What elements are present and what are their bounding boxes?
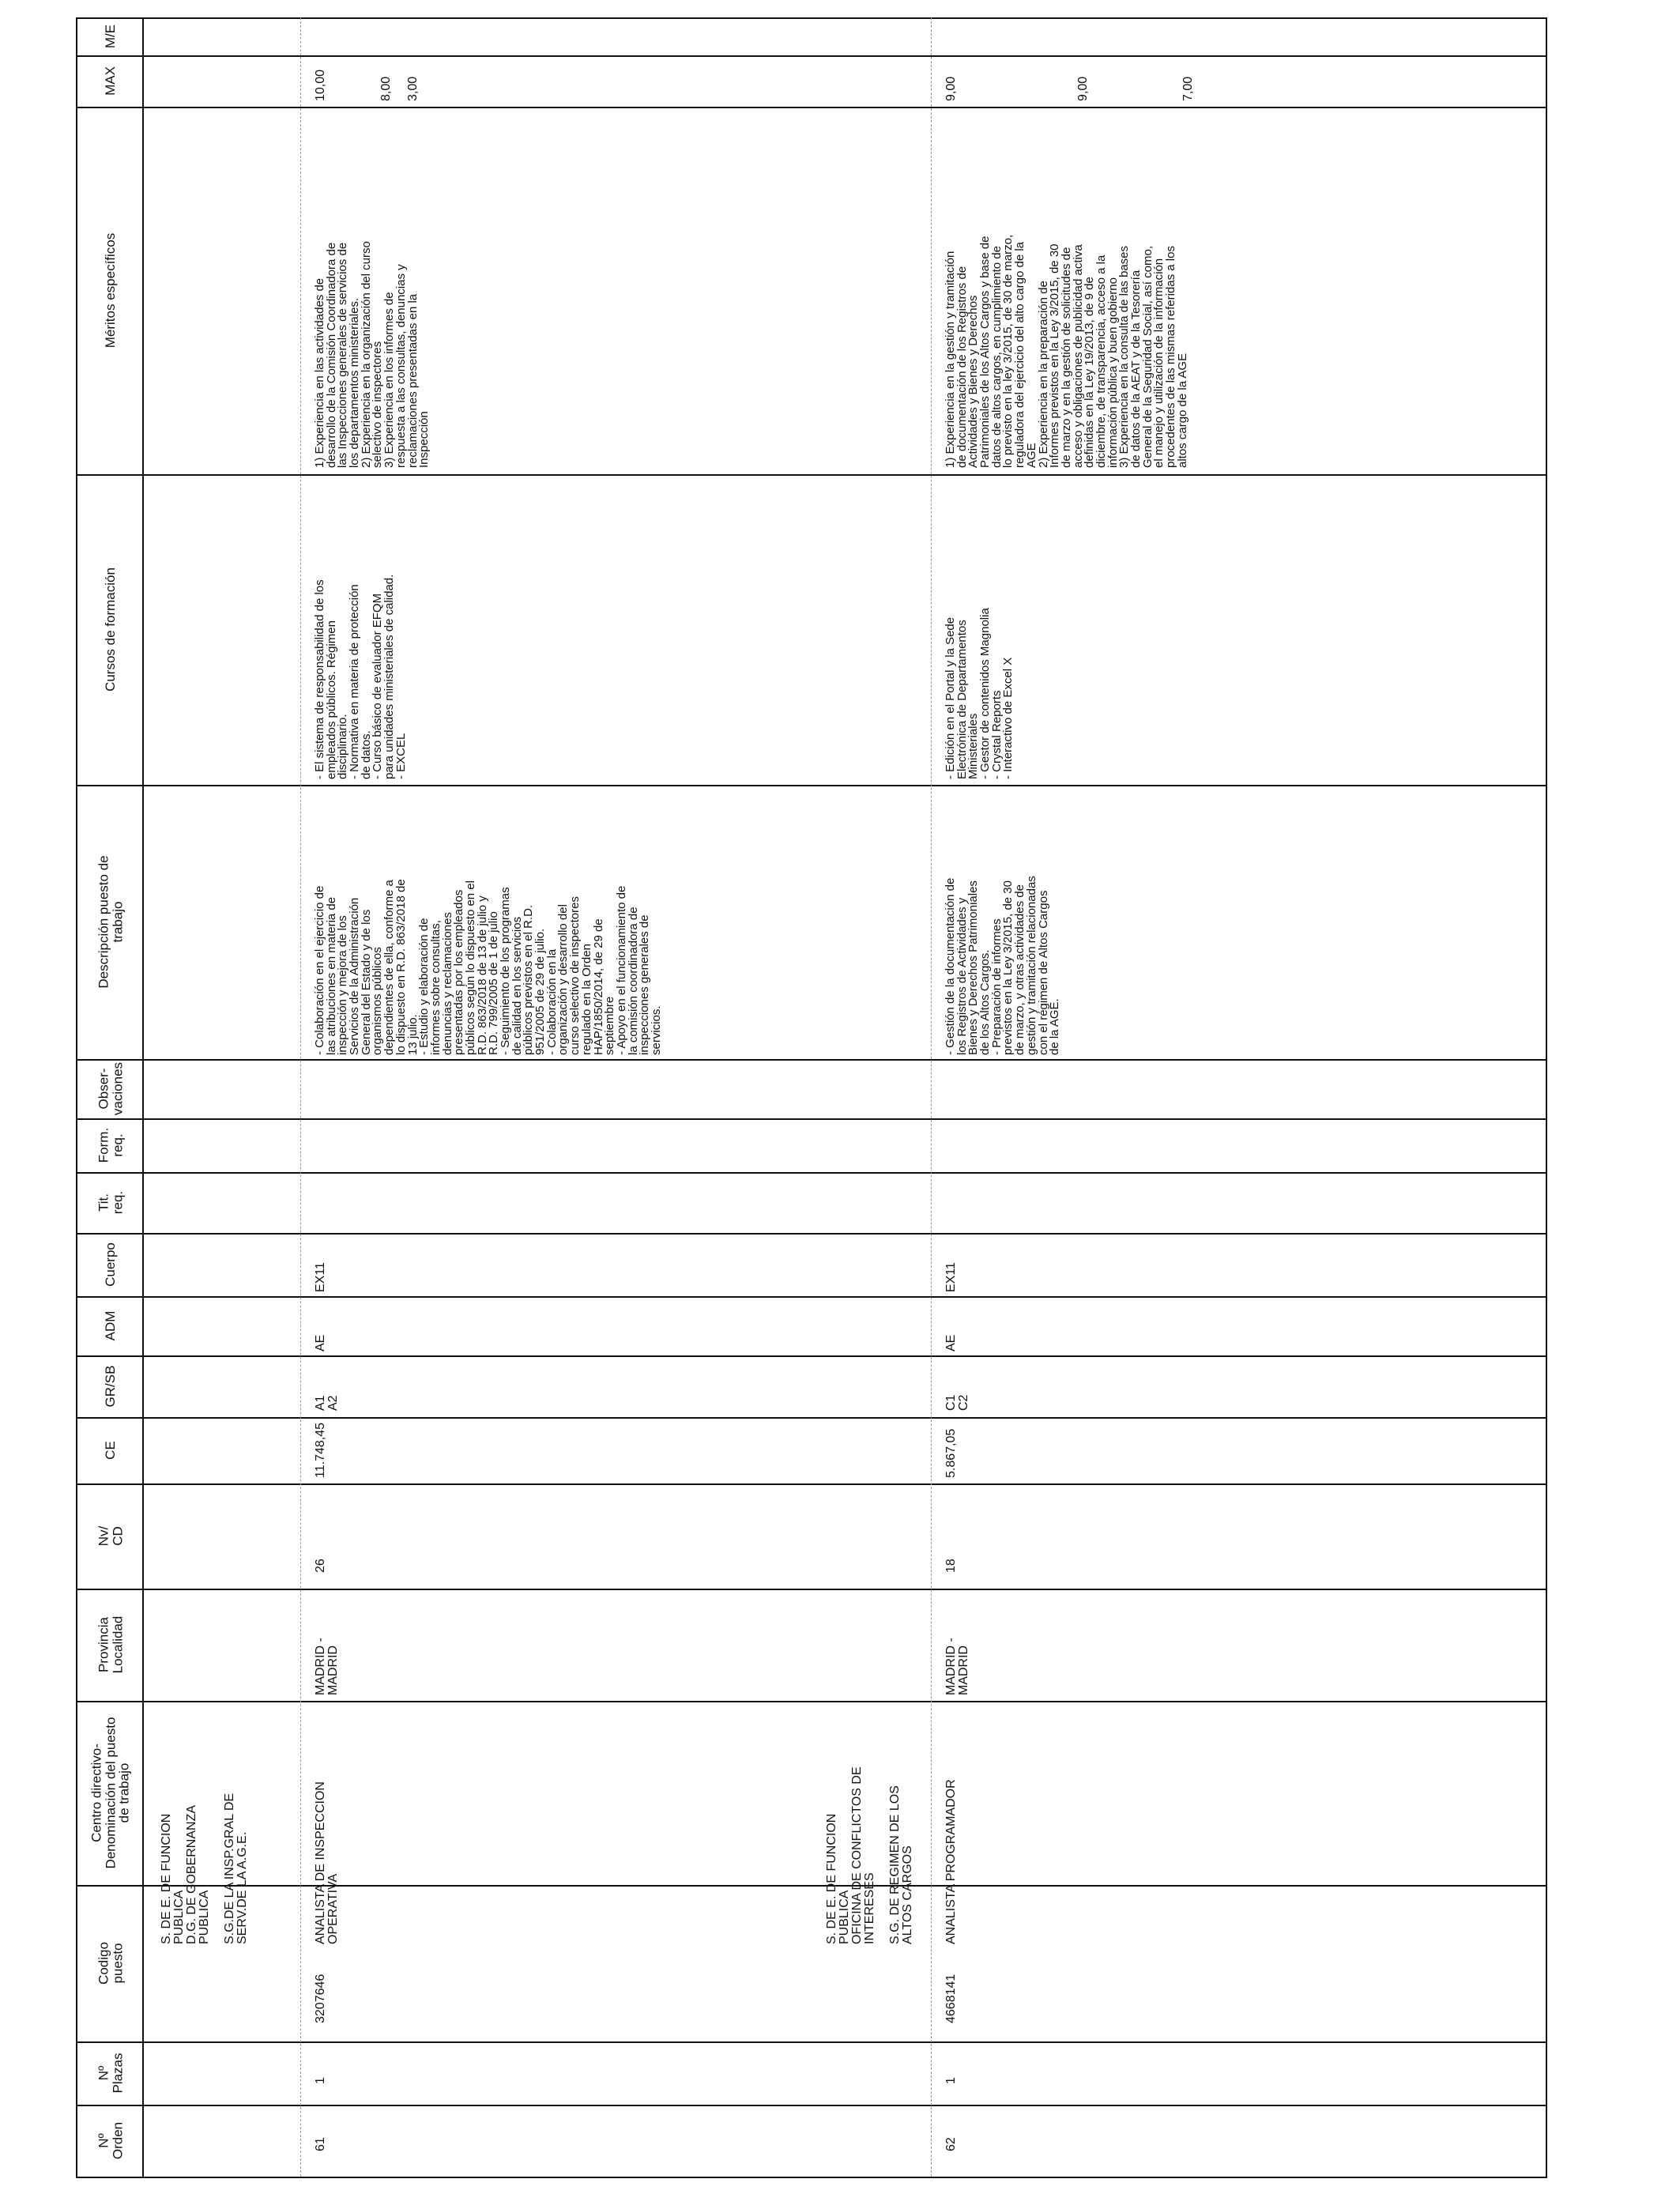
column-header-centro: Centro directivo- Denominación del puesto de trabajo [89,1717,132,1869]
cell-max-total: 9,00 [944,76,958,101]
column-header-grsb: GR/SB [103,1365,118,1408]
column-rule [76,107,1547,108]
column-header-observaciones: Obser- vaciones [96,1061,126,1116]
cell-ce: 5.867,05 [944,1428,958,1478]
cell-orden: 61 [314,2137,327,2151]
column-rule [76,785,1547,786]
cell-nivel: 26 [314,1559,327,1573]
column-header-plazas: Nº Plazas [96,2053,126,2094]
cell-max-item: 8,00 [379,76,393,101]
column-header-ce: CE [103,1441,118,1460]
cell-meritos: 1) Experiencia en las actividades de desarrollo de la Comisión Coordinadora de las Inspecciones generales de servicios de los departamentos ministeriales. 2) Experiencia en la organización del curso selectivo de inspectores 3) Experiencia en los informes de respuesta a las consultas, denuncias y reclamaciones presentadas en la Inspección [313,241,431,468]
column-rule [76,2041,1547,2043]
column-header-form-req: Form. req. [96,1127,126,1163]
cell-adm: AE [944,1334,958,1351]
column-rule [76,1118,1547,1120]
column-header-nvcd: Nv/ CD [96,1525,126,1547]
column-rule [76,1233,1547,1235]
column-header-cursos: Cursos de formación [103,567,118,692]
cell-descripcion: - Colaboración en el ejercicio de las atribuciones en materia de inspección y mejora de los Servicios de la Administración General del Estado y de los organismos públicos dependientes de ella, conforme a lo dispuesto en R.D. 863/2018 de 13 julio. - Estudio y elaboración de informes sobre consultas, denuncias y reclamaciones presentadas por los empleados públicos según lo dispuesto en el R.D. 863/2018 de 13 de julio y R.D. 799/2005 de 1 de julio - Seguimiento de los programas de calidad en los servicios públicos previstos en el R.D. 951/2005 de 29 de julio. - Colaboración en la organización y desarrollo del curso selectivo de inspectores regulado en la Orden HAP/1850/2014, de 29 de septiembre - Apoyo en el funcionamiento de la comisión coordinadora de inspecciones generales de servicios. [313,879,663,1055]
table-border-left [76,17,77,2177]
cell-adm: AE [314,1334,327,1351]
table-border-top [76,17,1547,19]
cell-cuerpo: EX11 [944,1262,958,1292]
cell-ce: 11.748,45 [314,1423,327,1478]
dotted-rule [931,17,932,2177]
column-header-cuerpo: Cuerpo [103,1242,118,1287]
column-header-codigo: Codigo puesto [96,1942,126,1985]
column-rule [76,1589,1547,1590]
column-rule [76,1172,1547,1174]
column-header-provincia: Provincia Localidad [96,1615,126,1674]
cell-meritos: 1) Experiencia en la gestión y tramitación de documentación de los Registros de Actividades y Bienes y Derechos Patrimoniales de los Altos Cargos y base de datos de altos cargos, en cumplimiento de lo previsto en la ley 3/2015, de 30 de marzo, reguladora del ejercicio del alto cargo de la AGE 2) Experiencia en la preparación de Informes previstos en la Ley 3/2015, de 30 de marzo y en la gestión de solicitudes de acceso y obligaciones de publicidad activa definidas en la Ley 19/2013, de 9 de diciembre, de transparencia, acceso a la información pública y buen gobierno 3) Experiencia en la consulta de las bases de datos de la AEAT y de la Tesorería General de la Seguridad Social, así como, el manejo y utilización de la información procedentes de las mismas referidas a los altos cargo de la AGE [944,234,1189,468]
cell-descripcion: - Gestión de la documentación de los Registros de Actividades y Bienes y Derechos Patrimoniales de los Altos Cargos. - Preparación de informes previstos en la Ley 3/2015, de 30 de marzo, y otras actividades de gestión y tramitación relacionadas con el régimen de Altos Cargos de la AGE. [944,876,1062,1055]
cell-plazas: 1 [314,2077,327,2084]
column-rule [76,474,1547,476]
cell-codigo: 4668141 [944,1973,958,2023]
column-header-max: MAX [103,66,118,96]
column-rule [76,1417,1547,1419]
column-header-adm: ADM [103,1310,118,1341]
dotted-rule [300,17,301,2177]
cell-max-total: 10,00 [314,69,327,101]
cell-grsb: C1 C2 [944,1394,970,1411]
column-rule [76,1701,1547,1702]
cell-plazas: 1 [944,2077,958,2084]
column-rule [76,1296,1547,1298]
cell-denominacion: ANALISTA DE INSPECCION OPERATIVA [314,1781,340,1944]
column-header-me: M/E [103,24,118,49]
cell-grsb: A1 A2 [314,1395,340,1411]
column-rule [76,1483,1547,1485]
column-rule [76,1355,1547,1357]
cell-nivel: 18 [944,1559,958,1573]
table-border-right [1546,17,1547,2177]
header-separator [142,17,144,2177]
cell-cursos: - Edición en el Portal y la Sede Electrónica de Departamentos Ministeriales - Gestor de contenidos Magnolia - Crystal Reports - Interactivo de Excel X [944,608,1015,779]
table-border-bottom [76,2177,1547,2178]
cell-provincia: MADRID - MADRID [314,1638,340,1695]
cell-provincia: MADRID - MADRID [944,1638,970,1695]
column-header-orden: Nº Orden [96,2121,126,2160]
cell-denominacion: ANALISTA PROGRAMADOR [944,1779,958,1944]
column-header-tit-req: Tit. req. [96,1190,126,1215]
column-header-meritos: Méritos específicos [103,232,118,349]
column-header-descripcion: Descripción puesto de trabajo [96,855,126,989]
cell-cuerpo: EX11 [314,1262,327,1292]
section-heading-dg-gobernanza: S. DE E. DE FUNCION PUBLICA D.G. DE GOBERNANZA PUBLICA S.G.DE LA INSP.GRAL DE SERV.DE LA A.G.E. [160,1793,249,1944]
cell-orden: 62 [944,2137,958,2151]
cell-max-item: 9,00 [1076,76,1090,101]
column-rule [76,1059,1547,1061]
cell-codigo: 3207646 [314,1973,327,2023]
cell-cursos: - El sistema de responsabilidad de los empleados públicos. Régimen disciplinario. - Normativa en materia de protección de datos. - Curso básico de evaluador EFQM para unidades ministeriales de calidad. - EXCEL [313,574,408,779]
column-rule [76,1885,1547,1887]
section-heading-oficina-conflictos: S. DE E. DE FUNCION PUBLICA OFICINA DE CONFLICTOS DE INTERESES S.G. DE REGIMEN DE LOS ALTOS CARGOS [825,1766,914,1944]
column-rule [76,55,1547,57]
column-rule [76,2105,1547,2106]
cell-max-item: 7,00 [1181,76,1195,101]
cell-max-item: 3,00 [406,76,420,101]
